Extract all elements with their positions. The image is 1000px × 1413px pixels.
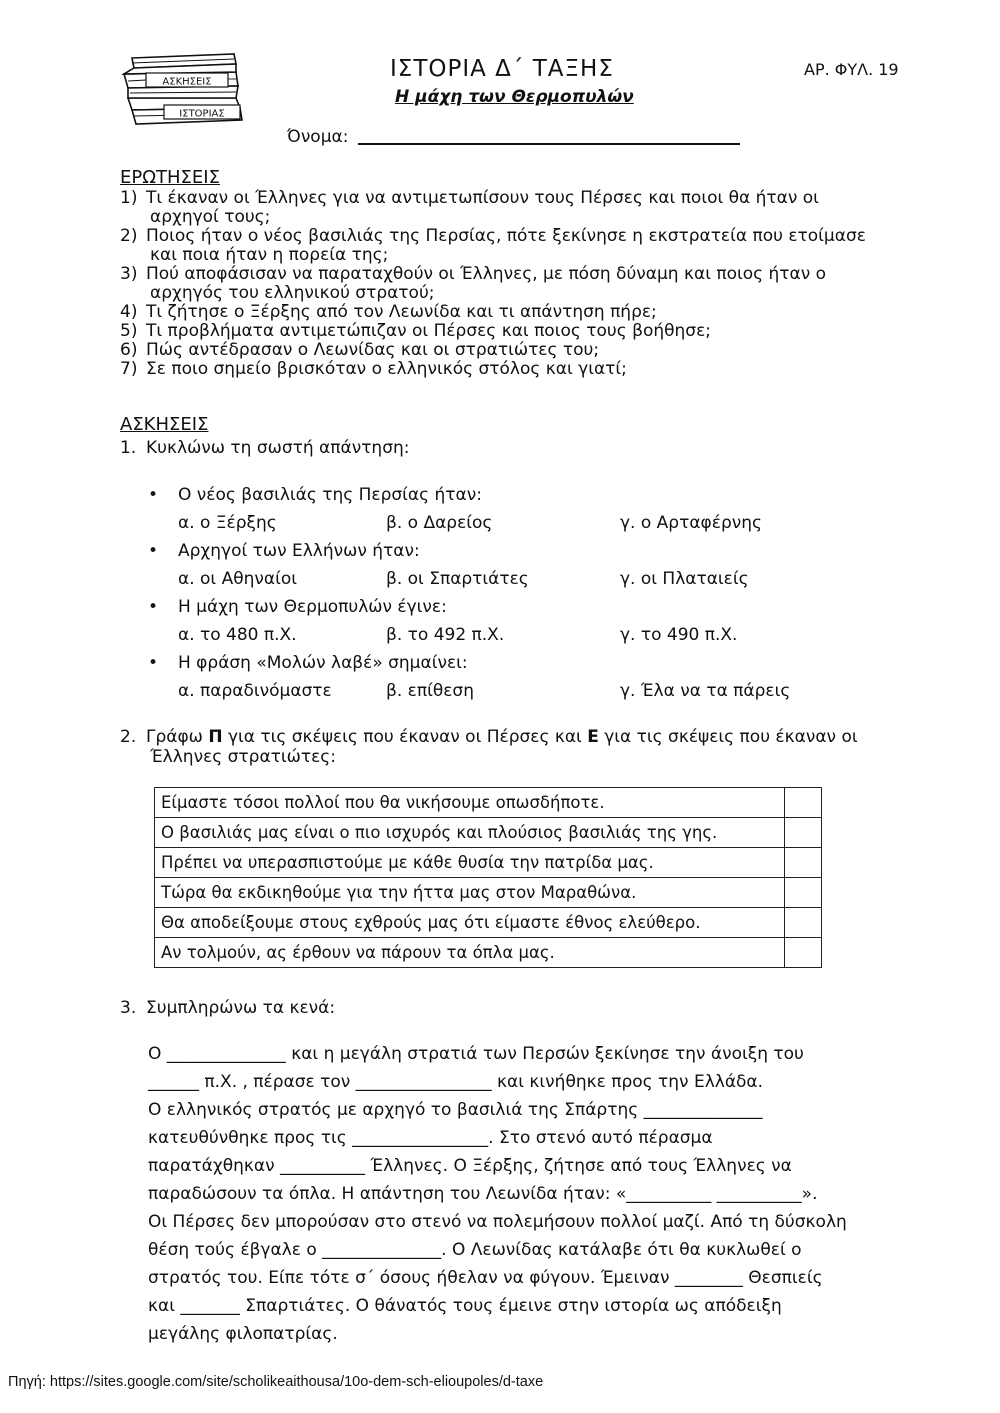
answer-box[interactable] — [785, 818, 822, 848]
question-number: 6) — [120, 340, 138, 360]
fill-in-paragraph — [148, 1040, 888, 1348]
question-number: 3) — [120, 264, 138, 284]
thought-text: Ο βασιλιάς μας είναι ο πιο ισχυρός και πλούσιος βασιλιάς της γης. — [155, 818, 785, 848]
answer-box[interactable] — [785, 908, 822, 938]
worksheet-title: ΙΣΤΟΡΙΑ Δ΄ ΤΑΞΗΣ — [390, 56, 614, 82]
exercise-2-instruction — [120, 727, 858, 747]
paragraph-line: ______ π.Χ. , πέρασε τον ________________ και κινήθηκε προς την Ελλάδα. — [148, 1072, 764, 1092]
paragraph-line: κατευθύνθηκε προς τις ________________. Στο στενό αυτό πέρασμα — [148, 1128, 713, 1148]
exercise-1-number: 1. — [120, 438, 137, 458]
letter-p: Π — [208, 727, 223, 747]
paragraph-line: Οι Πέρσες δεν μπορούσαν στο στενό να πολεμήσουν πολλοί μαζί. Από τη δύσκολη — [148, 1212, 847, 1232]
table-row — [155, 908, 822, 938]
question-number: 5) — [120, 321, 138, 341]
question-number: 4) — [120, 302, 138, 322]
table-row — [155, 818, 822, 848]
question-number: 1) — [120, 188, 138, 208]
question-text: Πώς αντέδρασαν ο Λεωνίδας και οι στρατιώτες του; — [146, 340, 600, 360]
table-row — [155, 788, 822, 818]
question-item — [120, 227, 866, 246]
mc-option-c[interactable]: γ. Έλα να τα πάρεις — [620, 681, 791, 701]
answer-box[interactable] — [785, 848, 822, 878]
exercise-2-instruction-line2: Έλληνες στρατιώτες: — [150, 747, 337, 767]
name-label: Όνομα: — [287, 127, 349, 147]
table-row — [155, 938, 822, 968]
questions-heading: ΕΡΩΤΗΣΕΙΣ — [120, 167, 220, 188]
question-text: Ποιος ήταν ο νέος βασιλιάς της Περσίας, πότε ξεκίνησε η εκστρατεία που ετοίμασε — [146, 226, 866, 246]
exercise-2-text-a: Γράφω — [146, 727, 209, 747]
thought-text: Είμαστε τόσοι πολλοί που θα νικήσουμε οπωσδήποτε. — [155, 788, 785, 818]
question-number: 7) — [120, 359, 138, 379]
name-field[interactable] — [358, 143, 740, 145]
question-text-continued: αρχηγοί τους; — [150, 207, 271, 227]
question-item — [120, 189, 866, 208]
exercises-heading: ΑΣΚΗΣΕΙΣ — [120, 414, 209, 435]
mc-option-b[interactable]: β. το 492 π.Χ. — [386, 625, 505, 645]
mc-option-b[interactable]: β. ο Δαρείος — [386, 513, 493, 533]
answer-box[interactable] — [785, 788, 822, 818]
paragraph-line: παραδώσουν τα όπλα. Η απάντηση του Λεωνίδα ήταν: «__________ __________». — [148, 1184, 818, 1204]
worksheet-subtitle: Η μάχη των Θερμοπυλών — [395, 87, 634, 107]
answer-box[interactable] — [785, 938, 822, 968]
question-number: 2) — [120, 226, 138, 246]
logo-text-top: ΑΣΚΗΣΕΙΣ — [162, 76, 212, 88]
mc-prompt: Ο νέος βασιλιάς της Περσίας ήταν: — [178, 485, 482, 505]
bullet: • — [148, 597, 159, 617]
sheet-number: ΑΡ. ΦΥΛ. 19 — [804, 60, 899, 79]
exercise-2-text-b: για τις σκέψεις που έκαναν οι Πέρσες και — [222, 727, 588, 747]
thought-text: Πρέπει να υπερασπιστούμε με κάθε θυσία την πατρίδα μας. — [155, 848, 785, 878]
thought-text: Αν τολμούν, ας έρθουν να πάρουν τα όπλα μας. — [155, 938, 785, 968]
question-item — [120, 303, 866, 322]
thought-text: Θα αποδείξουμε στους εχθρούς μας ότι είμαστε έθνος ελεύθερο. — [155, 908, 785, 938]
mc-prompt: Αρχηγοί των Ελλήνων ήταν: — [178, 541, 420, 561]
mc-option-c[interactable]: γ. οι Πλαταιείς — [620, 569, 749, 589]
mc-option-c[interactable]: γ. το 490 π.Χ. — [620, 625, 738, 645]
question-text: Τι έκαναν οι Έλληνες για να αντιμετωπίσουν τους Πέρσες και ποιοι θα ήταν οι — [146, 188, 819, 208]
table-row — [155, 848, 822, 878]
mc-option-a[interactable]: α. παραδινόμαστε — [178, 681, 332, 701]
bullet: • — [148, 653, 159, 673]
exercise-3-number: 3. — [120, 998, 137, 1018]
question-text: Τι προβλήματα αντιμετώπιζαν οι Πέρσες και ποιος τους βοήθησε; — [146, 321, 711, 341]
question-item — [120, 341, 866, 360]
exercise-1-instruction — [120, 438, 409, 458]
question-text: Τι ζήτησε ο Ξέρξης από τον Λεωνίδα και τι απάντηση πήρε; — [146, 302, 657, 322]
paragraph-line: Ο ελληνικός στρατός με αρχηγό το βασιλιά της Σπάρτης ______________ — [148, 1100, 763, 1120]
question-text: Πού αποφάσισαν να παραταχθούν οι Έλληνες, με πόση δύναμη και ποιος ήταν ο — [146, 264, 827, 284]
mc-option-c[interactable]: γ. ο Αρταφέρνης — [620, 513, 762, 533]
question-item — [120, 322, 866, 341]
logo-text-bottom: ΙΣΤΟΡΙΑΣ — [179, 108, 225, 120]
question-item — [120, 265, 866, 284]
paragraph-line: θέση τούς έβγαλε ο ______________. Ο Λεωνίδας κατάλαβε ότι θα κυκλωθεί ο — [148, 1240, 802, 1260]
question-text: Σε ποιο σημείο βρισκόταν ο ελληνικός στόλος και γιατί; — [146, 359, 627, 379]
mc-option-b[interactable]: β. επίθεση — [386, 681, 474, 701]
letter-e: Ε — [587, 727, 599, 747]
mc-option-a[interactable]: α. το 480 π.Χ. — [178, 625, 297, 645]
paragraph-line: και _______ Σπαρτιάτες. Ο θάνατός τους έμεινε στην ιστορία ως απόδειξη — [148, 1296, 782, 1316]
question-text-continued: αρχηγός του ελληνικού στρατού; — [150, 283, 435, 303]
answer-box[interactable] — [785, 878, 822, 908]
questions-list — [120, 189, 866, 379]
exercise-3-instruction — [120, 998, 335, 1018]
question-text-continued: και ποια ήταν η πορεία της; — [150, 245, 389, 265]
mc-option-b[interactable]: β. οι Σπαρτιάτες — [386, 569, 529, 589]
paragraph-line: στρατός του. Είπε τότε σ΄ όσους ήθελαν να φύγουν. Έμειναν ________ Θεσπιείς — [148, 1268, 823, 1288]
paragraph-line: μεγάλης φιλοπατρίας. — [148, 1324, 338, 1344]
mc-prompt: Η μάχη των Θερμοπυλών έγινε: — [178, 597, 447, 617]
bullet: • — [148, 485, 159, 505]
books-logo — [118, 46, 248, 128]
paragraph-line: Ο ______________ και η μεγάλη στρατιά των Περσών ξεκίνησε την άνοιξη του — [148, 1044, 804, 1064]
question-item — [120, 360, 866, 379]
thought-text: Τώρα θα εκδικηθούμε για την ήττα μας στον Μαραθώνα. — [155, 878, 785, 908]
exercise-2-text-c: για τις σκέψεις που έκαναν οι — [598, 727, 858, 747]
mc-option-a[interactable]: α. ο Ξέρξης — [178, 513, 277, 533]
mc-option-a[interactable]: α. οι Αθηναίοι — [178, 569, 297, 589]
exercise-3-text: Συμπληρώνω τα κενά: — [146, 998, 336, 1018]
bullet: • — [148, 541, 159, 561]
exercise-1-text: Κυκλώνω τη σωστή απάντηση: — [146, 438, 410, 458]
mc-prompt: Η φράση «Μολών λαβέ» σημαίνει: — [178, 653, 468, 673]
exercise-2-number: 2. — [120, 727, 137, 747]
paragraph-line: παρατάχθηκαν __________ Έλληνες. Ο Ξέρξης, ζήτησε από τους Έλληνες να — [148, 1156, 792, 1176]
source-url: Πηγή: https://sites.google.com/site/scholikeaithousa/10o-dem-sch-elioupoles/d-taxe — [8, 1374, 544, 1390]
thoughts-table — [154, 787, 822, 968]
table-row — [155, 878, 822, 908]
